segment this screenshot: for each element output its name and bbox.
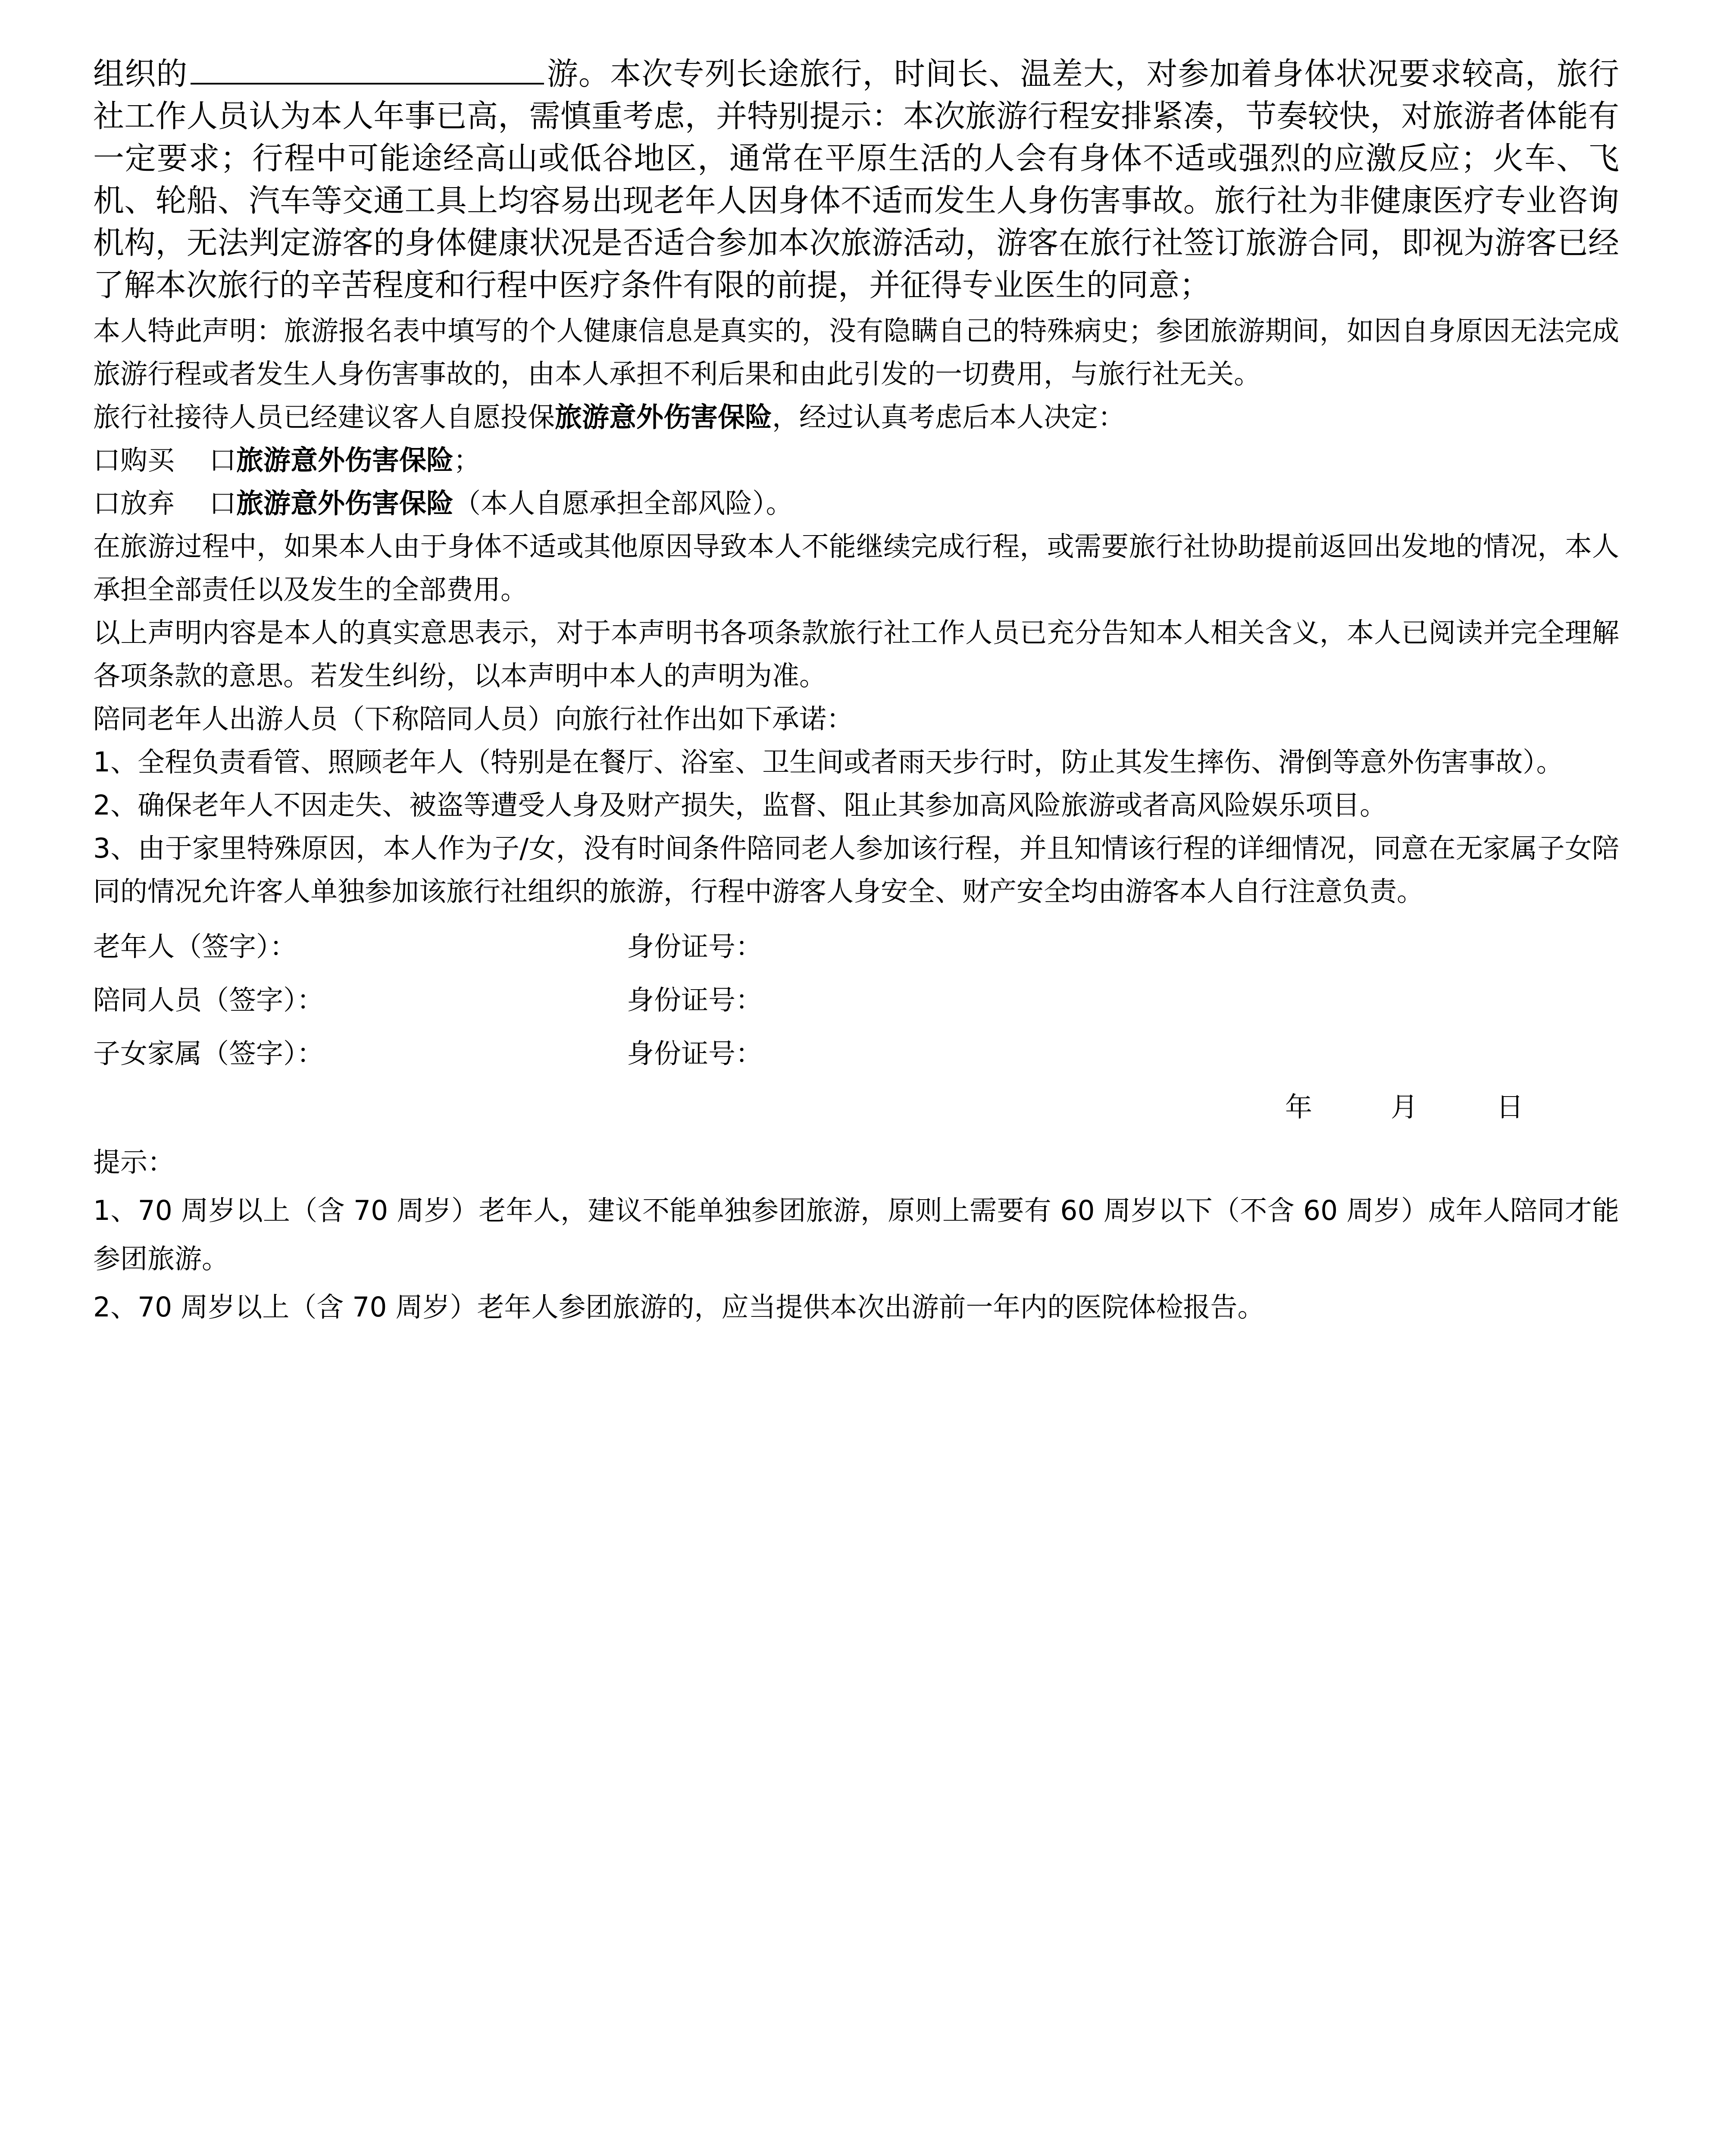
intro-prefix: 组织的 xyxy=(93,56,188,92)
insurance-intro-before: 旅行社接待人员已经建议客人自愿投保 xyxy=(93,401,555,433)
signature-row-elderly[interactable] xyxy=(93,920,1619,974)
buy-item-checkbox[interactable]: 口 xyxy=(209,445,236,476)
commitment-item: 1、全程负责看管、照顾老年人（特别是在餐厅、浴室、卫生间或者雨天步行时，防止其发生摔伤、滑倒等意外伤害事故）。 xyxy=(93,746,1564,778)
date-row[interactable] xyxy=(93,1081,1619,1134)
signature-row-family[interactable] xyxy=(93,1027,1619,1081)
companion-id-label: 身份证号： xyxy=(627,984,763,1016)
commitment-item: 3、由于家里特殊原因，本人作为子/女，没有时间条件陪同老人参加该行程，并且知情该行程的详细情况，同意在无家属子女陪同的情况允许客人单独参加该旅行社组织的旅游，行程中游客人身安全、财产安全均由游客本人自行注意负责。 xyxy=(93,833,1619,907)
buy-label: 购买 xyxy=(120,445,175,476)
tips-section xyxy=(93,1138,1619,1332)
decline-end: （本人自愿承担全部风险）。 xyxy=(454,488,793,519)
confirmation-paragraph: 以上声明内容是本人的真实意思表示，对于本声明书各项条款旅行社工作人员已充分告知本人相关含义，本人已阅读并完全理解各项条款的意思。若发生纠纷，以本声明中本人的声明为准。 xyxy=(93,617,1619,692)
intro-text: 游。本次专列长途旅行，时间长、温差大，对参加着身体状况要求较高，旅行社工作人员认为本人年事已高，需慎重考虑，并特别提示：本次旅游行程安排紧凑，节奏较快，对旅游者体能有一定要求；行程中可能途经高山或低谷地区，通常在平原生活的人会有身体不适或强烈的应激反应；火车、飞机、轮船、汽车等交通工具上均容易出现老年人因身体不适而发生人身伤害事故。旅行社为非健康医疗专业咨询机构，无法判定游客的身体健康状况是否适合参加本次旅游活动，游客在旅行社签订旅游合同，即视为游客已经了解本次旅行的辛苦程度和行程中医疗条件有限的前提，并征得专业医生的同意； xyxy=(93,56,1619,303)
family-id-label: 身份证号： xyxy=(627,1038,763,1069)
elderly-signature-label: 老年人（签字）： xyxy=(93,931,297,962)
date-day-label: 日 xyxy=(1496,1091,1523,1123)
insurance-decline-option[interactable] xyxy=(93,482,1619,525)
buy-checkbox[interactable]: 口 xyxy=(93,445,120,476)
tips-title: 提示： xyxy=(93,1147,175,1178)
insurance-intro xyxy=(93,396,1619,439)
decline-item-checkbox[interactable]: 口 xyxy=(209,488,236,519)
signature-row-companion[interactable] xyxy=(93,974,1619,1027)
responsibility-paragraph: 在旅游过程中，如果本人由于身体不适或其他原因导致本人不能继续完成行程，或需要旅行社协助提前返回出发地的情况，本人承担全部责任以及发生的全部费用。 xyxy=(93,531,1619,605)
companion-signature-label: 陪同人员（签字）： xyxy=(93,984,324,1016)
decline-item-label: 旅游意外伤害保险 xyxy=(236,488,454,519)
health-declaration: 本人特此声明：旅游报名表中填写的个人健康信息是真实的，没有隐瞒自己的特殊病史；参团旅游期间，如因自身原因无法完成旅游行程或者发生人身伤害事故的，由本人承担不利后果和由此引发的一切费用，与旅行社无关。 xyxy=(93,315,1619,390)
tip-item: 1、70 周岁以上（含 70 周岁）老年人，建议不能单独参团旅游，原则上需要有 60 周岁以下（不含 60 周岁）成年人陪同才能参团旅游。 xyxy=(93,1195,1619,1275)
intro-paragraph xyxy=(93,52,1619,306)
insurance-name: 旅游意外伤害保险 xyxy=(555,401,772,433)
buy-item-label: 旅游意外伤害保险 xyxy=(236,445,454,476)
buy-end: ； xyxy=(454,445,481,476)
date-month-label: 月 xyxy=(1391,1091,1418,1123)
decline-checkbox[interactable]: 口 xyxy=(93,488,120,519)
organizer-blank-line[interactable] xyxy=(191,52,544,85)
elderly-id-label: 身份证号： xyxy=(627,931,763,962)
decline-label: 放弃 xyxy=(120,488,175,519)
tip-item: 2、70 周岁以上（含 70 周岁）老年人参团旅游的，应当提供本次出游前一年内的医院体检报告。 xyxy=(93,1291,1265,1323)
commitment-item: 2、确保老年人不因走失、被盗等遭受人身及财产损失，监督、阻止其参加高风险旅游或者高风险娱乐项目。 xyxy=(93,790,1387,821)
family-signature-label: 子女家属（签字）： xyxy=(93,1038,324,1069)
date-year-label: 年 xyxy=(1285,1091,1312,1123)
insurance-intro-after: ，经过认真考虑后本人决定： xyxy=(772,401,1125,433)
document-page xyxy=(93,52,1619,1332)
companion-intro: 陪同老年人出游人员（下称陪同人员）向旅行社作出如下承诺： xyxy=(93,703,854,735)
insurance-buy-option[interactable] xyxy=(93,439,1619,482)
